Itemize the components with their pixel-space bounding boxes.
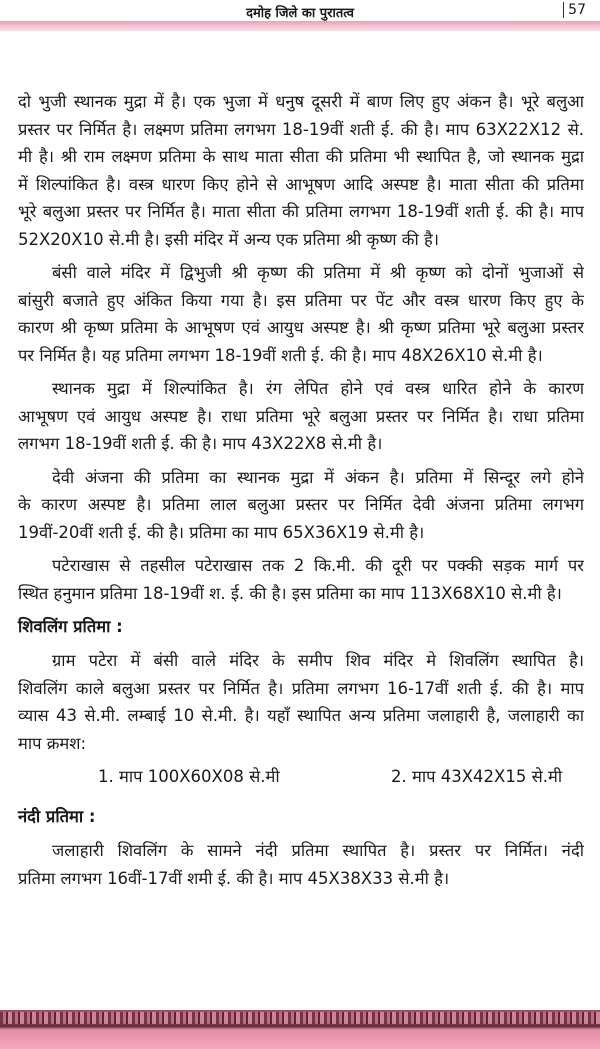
page-number: 57 bbox=[563, 2, 586, 18]
paragraph bbox=[18, 647, 584, 757]
paragraph bbox=[18, 259, 584, 369]
paragraph bbox=[18, 88, 584, 253]
text-line: स्थानक मुद्रा में शिल्पांकित है। रंग लेपित होने एवं वस्त्र धारित होने के कारण bbox=[52, 379, 584, 398]
text-line: जलाहारी शिवलिंग के सामने नंदी प्रतिमा स्थापित है। प्रस्तर पर निर्मित। नंदी bbox=[52, 841, 584, 860]
text-line: देवी अंजना की प्रतिमा का स्थानक मुद्रा में अंकन है। प्रतिमा में सिन्दूर लगे होने bbox=[52, 467, 584, 487]
text-line: मी है। श्री राम लक्ष्मण प्रतिमा के साथ माता सीता की प्रतिमा भी स्थापित है, जो स्थानक मुद्रा bbox=[18, 147, 584, 166]
page-header bbox=[0, 0, 600, 21]
running-title: दमोह जिले का पुरातत्व bbox=[246, 6, 354, 21]
text-line: के कारण अस्पष्ट है। प्रतिमा लाल बलुआ प्रस्तर पर निर्मित देवी अंजना प्रतिमा लगभग bbox=[18, 495, 584, 514]
paragraph bbox=[18, 375, 584, 458]
text-line: दो भुजी स्थानक मुद्रा में है। एक भुजा में धनुष दूसरी में बाण लिए हुए अंकन है। भूरे बलुआ bbox=[18, 92, 584, 111]
text-line: लगभग 18-19वीं शती ई. की है। माप 43X22X8 से.मी है। bbox=[18, 434, 383, 453]
bottom-ornament-border bbox=[0, 1012, 600, 1024]
text-line: आभूषण एवं आयुध अस्पष्ट है। राधा प्रतिमा भूरे बलुआ प्रस्तर पर निर्मित है। राधा प्रतिमा bbox=[18, 406, 584, 426]
text-line: बांसुरी बजाते हुए अंकित किया गया है। इस प्रतिमा पर पेंट और वस्त्र धारण किए हुए के bbox=[18, 290, 584, 310]
text-line: ग्राम पटेरा में बंसी वाले मंदिर के समीप शिव मंदिर मे शिवलिंग स्थापित है। bbox=[52, 651, 584, 670]
text-line: स्थित हनुमान प्रतिमा 18-19वीं श. ई. की है। इस प्रतिमा का माप 113X68X10 से.मी है। bbox=[18, 583, 562, 603]
paragraph bbox=[18, 464, 584, 547]
measurement-row bbox=[18, 757, 584, 797]
text-line: पटेराखास से तहसील पटेराखास तक 2 कि.मी. की दूरी पर पक्की सड़क मार्ग पर bbox=[52, 556, 584, 575]
text-line: 19वीं-20वीं शती ई. की है। प्रतिमा का माप 65X36X19 से.मी है। bbox=[18, 522, 425, 542]
text-line: प्रतिमा लगभग 16वीं-17वीं शमी ई. की है। माप 45X38X33 से.मी है। bbox=[18, 868, 450, 888]
paragraph bbox=[18, 837, 584, 892]
text-line: कारण श्री कृष्ण प्रतिमा के आभूषण एवं आयुध अस्पष्ट है। श्री कृष्ण प्रतिमा भूरे बलुआ प्रस्तर bbox=[18, 318, 584, 337]
text-line: व्यास 43 से.मी. लम्बाई 10 से.मी. है। यहाँ स्थापित अन्य प्रतिमा जलाहारी है, जलाहारी का bbox=[18, 706, 584, 725]
text-line: में शिल्पांकित है। वस्त्र धारण किए होने से आभूषण आदि अस्पष्ट है। माता सीता की प्रतिमा bbox=[18, 174, 584, 194]
page-body bbox=[18, 88, 584, 892]
text-line: भूरे बलुआ प्रस्तर पर निर्मित है। माता सीता की प्रतिमा लगभग 18-19वीं शती ई. की है। माप bbox=[18, 202, 584, 221]
paragraph bbox=[18, 552, 584, 607]
measurement-1: 1. माप 100X60X08 से.मी bbox=[98, 767, 280, 786]
text-line: माप क्रमश: bbox=[18, 733, 87, 753]
text-line: प्रस्तर पर निर्मित है। लक्ष्मण प्रतिमा लगभग 18-19वीं शती ई. की है। माप 63X22X12 से. bbox=[18, 119, 584, 139]
measurement-2: 2. माप 43X42X15 से.मी bbox=[391, 767, 563, 786]
top-decorative-band bbox=[0, 21, 600, 31]
text-line: बंसी वाले मंदिर में द्विभुजी श्री कृष्ण की प्रतिमा में श्री कृष्ण को दोनों भुजाओं से bbox=[52, 263, 584, 282]
section-heading-nandi: नंदी प्रतिमा : bbox=[18, 807, 96, 826]
text-line: शिवलिंग काले बलुआ प्रस्तर पर निर्मित है। प्रतिमा लगभग 16-17वीं शती ई. की है। माप bbox=[18, 678, 584, 698]
text-line: 52X20X10 से.मी है। इसी मंदिर में अन्य एक प्रतिमा श्री कृष्ण की है। bbox=[18, 229, 440, 249]
text-line: पर निर्मित है। यह प्रतिमा लगभग 18-19वीं शती ई. की है। माप 48X26X10 से.मी है। bbox=[18, 345, 543, 365]
section-heading-shivling: शिवलिंग प्रतिमा : bbox=[18, 617, 123, 636]
